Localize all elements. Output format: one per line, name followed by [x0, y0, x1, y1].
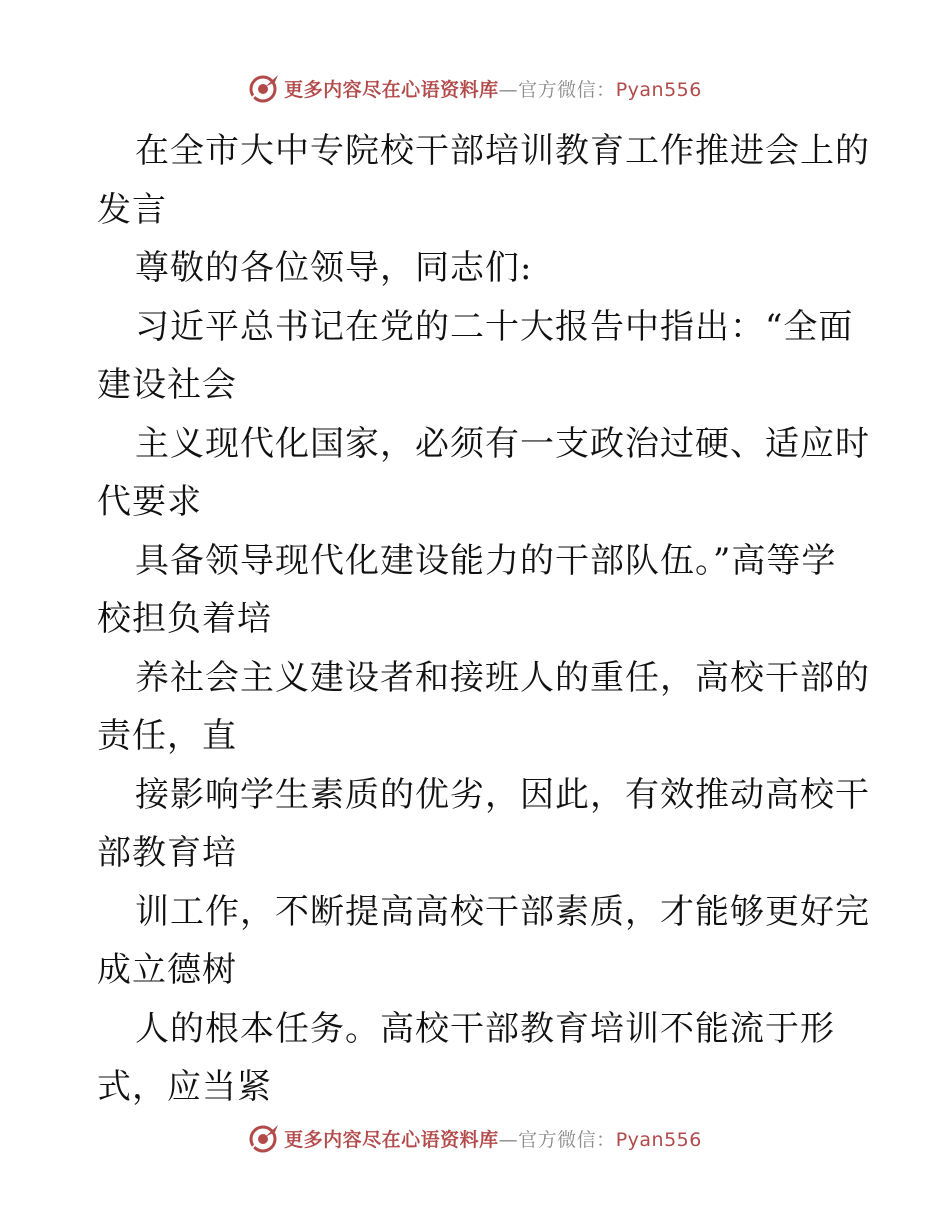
text-line: 尊敬的各位领导，同志们:	[135, 248, 533, 288]
quill-pen-logo-icon	[248, 72, 280, 104]
banner-sub-text: 官方微信：	[518, 78, 616, 101]
banner-main-text: 更多内容尽在心语资料库	[284, 1128, 499, 1151]
text-line: 养社会主义建设者和接班人的重任，高校干部的	[135, 657, 870, 698]
text-line: 习近平总书记在党的二十大报告中指出：“全面	[135, 306, 854, 347]
quill-pen-logo-icon	[248, 1122, 280, 1154]
text-line: 训工作，不断提高高校干部素质，才能够更好完	[135, 891, 870, 932]
banner-separator: —	[498, 78, 519, 101]
text-line: 建设社会	[97, 365, 237, 405]
text-line: 在全市大中专院校干部培训教育工作推进会上的	[135, 131, 870, 171]
banner-main-text: 更多内容尽在心语资料库	[284, 78, 499, 101]
header-banner	[0, 72, 950, 104]
banner-label	[284, 75, 702, 102]
text-line: 部教育培	[97, 833, 237, 873]
text-line: 人的根本任务。高校干部教育培训不能流于形	[135, 1008, 835, 1049]
banner-separator: —	[498, 1128, 519, 1151]
banner-label	[284, 1125, 702, 1152]
banner-wechat-id: Pyan556	[615, 78, 702, 101]
text-line: 式，应当紧	[97, 1067, 272, 1107]
banner-sub-text: 官方微信：	[518, 1128, 616, 1151]
text-line: 代要求	[97, 482, 202, 522]
text-line: 主义现代化国家，必须有一支政治过硬、适应时	[135, 423, 870, 464]
text-line: 发言	[97, 189, 167, 230]
text-line: 责任，直	[97, 716, 237, 756]
text-line: 接影响学生素质的优劣，因此，有效推动高校干	[135, 774, 870, 815]
text-line: 成立德树	[97, 950, 237, 990]
document-body	[97, 122, 870, 1117]
text-line: 校担负着培	[97, 599, 272, 639]
footer-banner	[0, 1122, 950, 1154]
banner-wechat-id: Pyan556	[615, 1128, 702, 1151]
text-line: 具备领导现代化建设能力的干部队伍。”高等学	[135, 540, 837, 581]
